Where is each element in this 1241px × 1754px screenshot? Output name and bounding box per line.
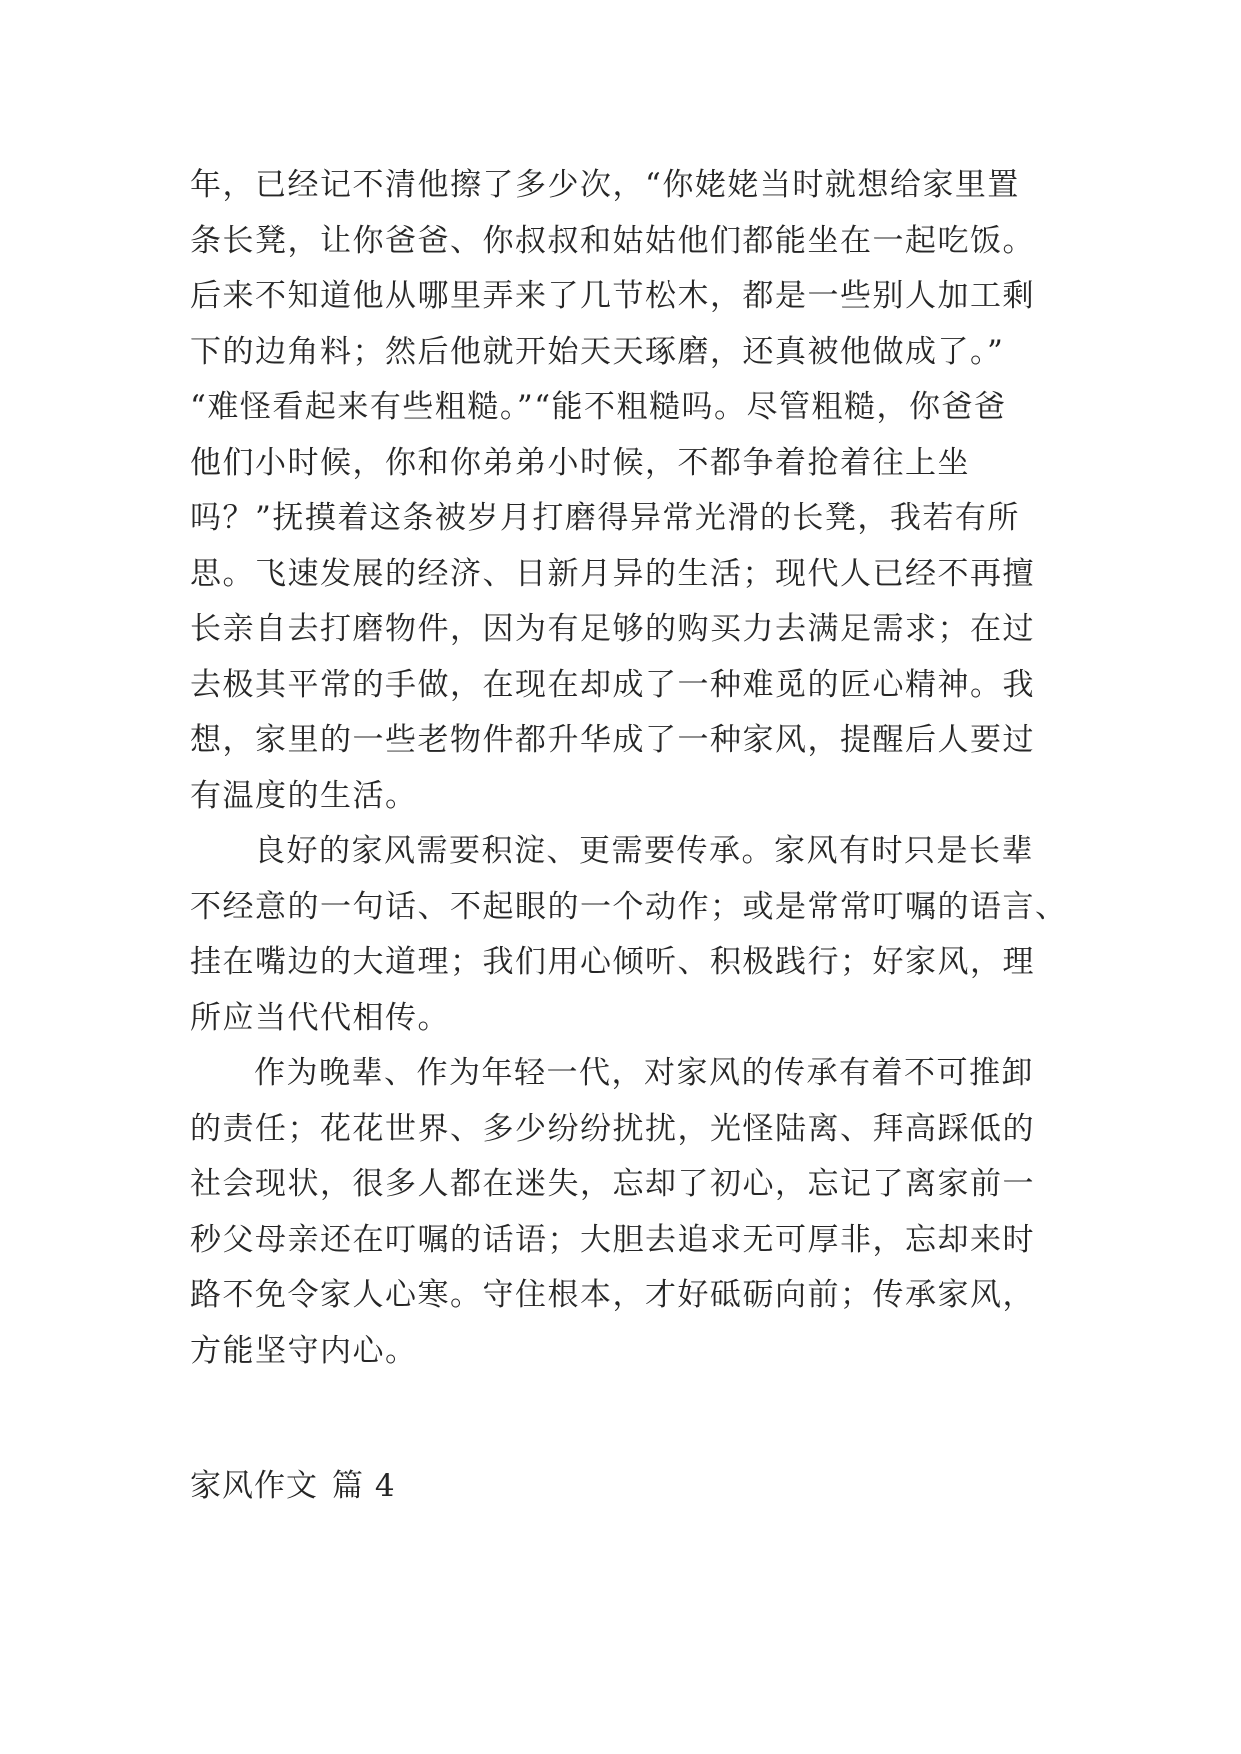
text-line: 路不免令家人心寒。守住根本，才好砥砺向前；传承家风， — [190, 1277, 1035, 1313]
text-line: 长亲自去打磨物件，因为有足够的购买力去满足需求；在过 — [190, 611, 1035, 647]
paragraph — [190, 1046, 1050, 1379]
text-line: 吗？”抚摸着这条被岁月打磨得异常光滑的长凳，我若有所 — [190, 500, 1020, 536]
section-heading — [190, 1464, 396, 1508]
text-line: 去极其平常的手做，在现在却成了一种难觅的匠心精神。我 — [190, 666, 1035, 703]
text-line: 条长凳，让你爸爸、你叔叔和姑姑他们都能坐在一起吃饭。 — [190, 222, 1035, 259]
text-line: 挂在嘴边的大道理；我们用心倾听、积极践行；好家风，理 — [190, 944, 1035, 980]
paragraph — [190, 824, 1068, 1046]
section-heading-title: 家风作文 — [190, 1468, 318, 1504]
paragraph — [190, 158, 1050, 824]
text-line: 作为晚辈、作为年轻一代，对家风的传承有着不可推卸 — [254, 1055, 1034, 1091]
text-line: 的责任；花花世界、多少纷纷扰扰，光怪陆离、拜高踩低的 — [190, 1110, 1035, 1147]
text-line: 社会现状，很多人都在迷失，忘却了初心，忘记了离家前一 — [190, 1166, 1035, 1202]
text-line: 所应当代代相传。 — [190, 999, 450, 1036]
text-line: 不经意的一句话、不起眼的一个动作；或是常常叮嘱的语言、 — [190, 888, 1068, 925]
text-line: 想，家里的一些老物件都升华成了一种家风，提醒后人要过 — [190, 722, 1035, 758]
text-line: 年，已经记不清他擦了多少次，“你姥姥当时就想给家里置 — [190, 167, 1020, 203]
text-line: 思。飞速发展的经济、日新月异的生活；现代人已经不再擅 — [190, 555, 1035, 592]
text-line: 方能坚守内心。 — [190, 1332, 418, 1369]
text-line: 良好的家风需要积淀、更需要传承。家风有时只是长辈 — [254, 833, 1034, 869]
text-line: 有温度的生活。 — [190, 777, 418, 814]
text-line: 下的边角料；然后他就开始天天琢磨，还真被他做成了。” — [190, 333, 1005, 370]
document-body — [190, 158, 1068, 1379]
text-line: 秒父母亲还在叮嘱的话语；大胆去追求无可厚非，忘却来时 — [190, 1221, 1035, 1258]
text-line: 他们小时候，你和你弟弟小时候，不都争着抢着往上坐 — [190, 444, 970, 481]
text-line: “难怪看起来有些粗糙。”“能不粗糙吗。尽管粗糙，你爸爸 — [190, 389, 1007, 425]
section-heading-number: 篇 4 — [332, 1468, 396, 1504]
text-line: 后来不知道他从哪里弄来了几节松木，都是一些别人加工剩 — [190, 278, 1035, 314]
